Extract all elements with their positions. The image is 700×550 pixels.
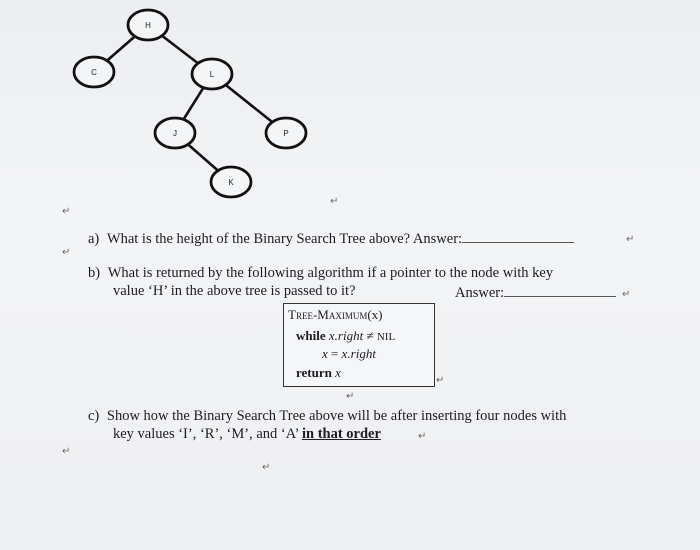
question-c-line2 (113, 425, 381, 443)
return-mark: ↵ (436, 375, 445, 386)
keyword-while: while (296, 328, 326, 343)
tree-node-label: K (228, 178, 234, 187)
return-mark: ↵ (62, 247, 71, 258)
algorithm-line-return (296, 365, 341, 381)
question-a-text: What is the height of the Binary Search Tree above? Answer: (106, 231, 463, 247)
return-mark: ↵ (262, 462, 271, 473)
tree-node-c (74, 57, 114, 87)
tree-node-label: C (91, 68, 97, 77)
return-mark: ↵ (62, 206, 71, 217)
question-b-line1 (88, 264, 553, 282)
tree-node-label: P (283, 129, 289, 138)
return-var: x (335, 365, 341, 380)
question-c-line1 (88, 407, 566, 425)
question-b-line2-text: value ‘H’ in the above tree is passed to it? (113, 283, 356, 299)
assign-op: = (331, 346, 339, 361)
nil-constant: NIL (376, 331, 396, 343)
question-b-line1-text: What is returned by the following algorithm if a pointer to the node with key (107, 265, 554, 281)
algorithm-line-assign (322, 346, 376, 362)
field-right: .right (334, 328, 364, 343)
question-a-prefix: a) (88, 231, 100, 247)
question-b-prefix: b) (88, 265, 101, 281)
var-x: x (328, 328, 335, 343)
tree-node-k (211, 167, 251, 197)
tree-node-j (155, 118, 195, 148)
assign-field: .right (347, 346, 376, 361)
assign-rhs: x (341, 346, 348, 361)
question-b-answer (455, 282, 616, 302)
return-mark: ↵ (62, 446, 71, 457)
tree-maximum-algorithm-box (283, 303, 435, 387)
not-equal-op: ≠ (366, 328, 374, 343)
answer-a-blank[interactable] (462, 228, 574, 243)
algorithm-line-while (296, 328, 395, 344)
answer-b-label: Answer: (455, 285, 505, 301)
tree-node-h (128, 10, 168, 40)
tree-node-p (266, 118, 306, 148)
tree-node-label: H (145, 21, 151, 30)
question-c-emphasis: in that order (301, 426, 381, 442)
assign-lhs: x (322, 346, 328, 361)
algorithm-param: (x) (367, 307, 383, 322)
question-a (88, 228, 574, 248)
return-mark: ↵ (622, 289, 631, 300)
question-c-line2-text: key values ‘I’, ‘R’, ‘M’, and ‘A’ (113, 426, 299, 442)
tree-node-label: J (173, 129, 177, 138)
return-mark: ↵ (418, 431, 427, 442)
return-mark: ↵ (346, 391, 355, 402)
return-mark: ↵ (626, 234, 635, 245)
return-mark: ↵ (330, 196, 339, 207)
question-c-line1-text: Show how the Binary Search Tree above will be after inserting four nodes with (106, 408, 567, 424)
algorithm-header (288, 307, 383, 323)
binary-search-tree (0, 0, 700, 210)
question-b-line2 (113, 282, 356, 300)
algorithm-name: Tree-Maximum (288, 307, 368, 322)
answer-b-blank[interactable] (504, 282, 616, 297)
tree-node-l (192, 59, 232, 89)
question-c-prefix: c) (88, 408, 100, 424)
keyword-return: return (296, 365, 332, 380)
tree-node-label: L (209, 70, 215, 79)
